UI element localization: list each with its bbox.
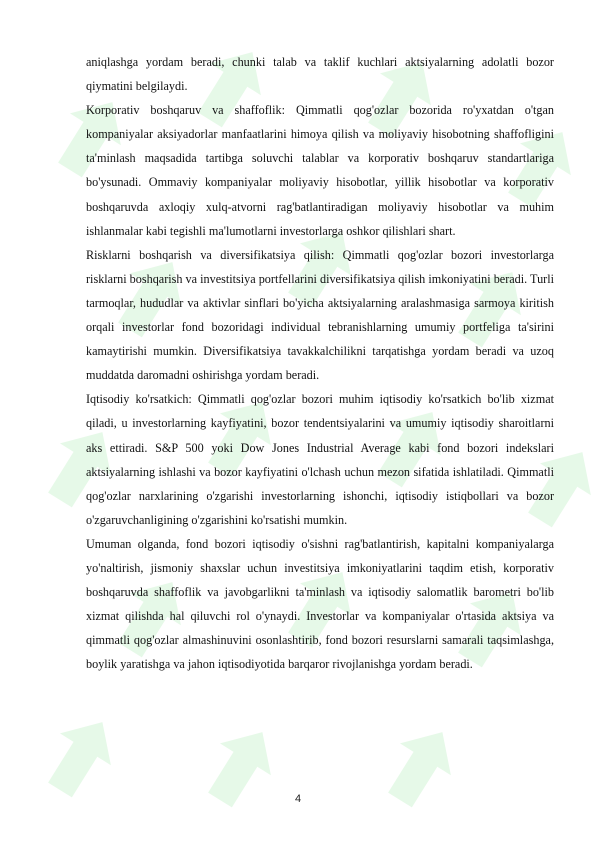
page-body [86,50,554,676]
paragraph-continuation: aniqlashga yordam beradi, chunki talab va taklif kuchlari aktsiyalarning adolatli bozor qiymatini belgilaydi. [86,55,554,94]
watermark-arrow-icon [35,706,128,806]
paragraph-conclusion: Umuman olganda, fond bozori iqtisodiy o'sishni rag'batlantirish, kapitalni kompaniyalarga yo'naltirish, jismoniy shaxslar uchun investitsiya imkoniyatlarini taqdim etish, korporativ boshqaruvda shaffoflik va javobgarlikni ta'minlash va iqtisodiy salomatlik barometri bo'lib xizmat qilishda hal qiluvchi rol o'ynaydi. Investorlar va kompaniyalar o'rtasida aktsiya va qimmatli qog'ozlar almashinuvini osonlashtirib, fond bozori resurslarni samarali taqsimlashga, boylik yaratishga va jahon iqtisodiyotida barqaror rivojlanishga yordam beradi. [86,536,554,672]
page-number: 4 [294,793,302,805]
paragraph-corporate-governance: Korporativ boshqaruv va shaffoflik: Qimmatli qog'ozlar bozorida ro'yxatdan o'tgan kompaniyalar aksiyadorlar manfaatlarini himoya qilish va moliyaviy hisobotning shaffofligini ta'minlash maqsadida tartibga soluvchi talablar va korporativ boshqaruv standartlariga bo'ysunadi. Ommaviy kompaniyalar moliyaviy hisobotlar, yillik hisobotlar va korporativ boshqaruvda axloqiy xulq-atvorni rag'batlantiradigan moliyaviy hisobotlar va muhim ishlanmalar kabi tegishli ma'lumotlarni investorlarga oshkor qilishlari shart. [86,103,554,238]
paragraph-economic-indicator: Iqtisodiy ko'rsatkich: Qimmatli qog'ozlar bozori muhim iqtisodiy ko'rsatkich bo'lib xizmat qiladi, u investorlarning kayfiyatini, bozor tendentsiyalarini va umumiy iqtisodiy sharoitlarni aks ettiradi. S&P 500 yoki Dow Jones Industrial Average kabi fond bozori indekslari aktsiyalarning ishlashi va bozor kayfiyatini o'lchash uchun mezon sifatida ishlatiladi. Qimmatli qog'ozlar narxlarining o'zgarishi investorlarning ishonchi, iqtisodiy istiqbollari va bozor o'zgaruvchanligining o'zgarishini ko'rsatishi mumkin. [86,392,554,527]
paragraph-risk-management: Risklarni boshqarish va diversifikatsiya qilish: Qimmatli qog'ozlar bozori investorlarga risklarni boshqarish va investitsiya portfellarini diversifikatsiya qilish imkoniyatini beradi. Turli tarmoqlar, hududlar va aktivlar sinflari bo'yicha aktsiyalarning aralashmasiga sarmoya kiritish orqali investorlar fond bozoridagi individual tebranishlarning umumiy portfeliga ta'sirini kamaytirishi mumkin. Diversifikatsiya tavakkalchilikni tarqatishga yordam beradi va uzoq muddatda daromadni oshirishga yordam beradi. [86,247,554,383]
